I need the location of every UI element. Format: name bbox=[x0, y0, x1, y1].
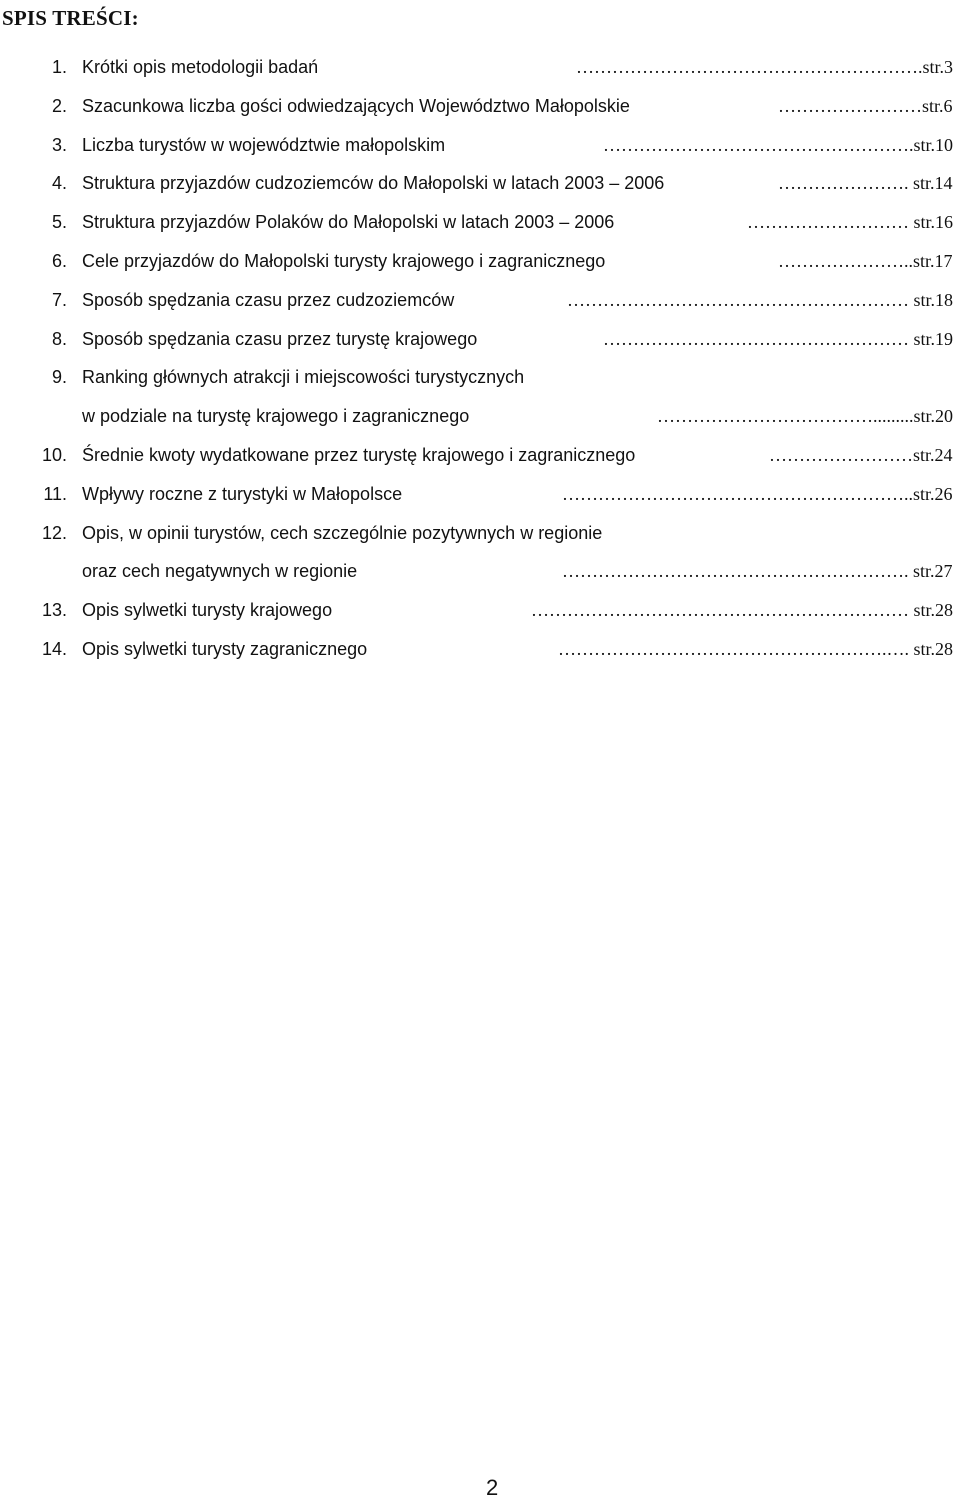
toc-entry-title: Struktura przyjazdów Polaków do Małopolski w latach 2003 – 2006 bbox=[82, 212, 615, 233]
toc-entry-page-ref: ……………………………………………………… str.28 bbox=[531, 600, 954, 621]
toc-entry bbox=[0, 479, 960, 509]
toc-entry-number: 8. bbox=[51, 328, 67, 349]
toc-entry bbox=[0, 595, 960, 625]
toc-entry-number: 10. bbox=[41, 445, 67, 465]
toc-heading: SPIS TREŚCI: bbox=[2, 6, 139, 30]
toc-entry bbox=[0, 130, 960, 160]
toc-entry-page-ref: …………………………………………… str.19 bbox=[603, 328, 954, 349]
toc-entry bbox=[0, 634, 960, 664]
toc-entry bbox=[0, 246, 960, 276]
toc-entry-title: Opis, w opinii turystów, cech szczególnie pozytywnych w regionie bbox=[82, 522, 603, 543]
toc-entry-page-ref: …………………..str.17 bbox=[778, 251, 953, 271]
toc-entry-page-ref: ……………………str.6 bbox=[778, 95, 953, 116]
toc-entry-number: 2. bbox=[51, 95, 67, 116]
toc-entry-page-ref: …………………………………………….str.10 bbox=[603, 134, 954, 155]
toc-entry-number: 7. bbox=[51, 289, 67, 310]
toc-entry bbox=[0, 207, 960, 237]
toc-entry-page-ref: ……………………………………………….…. str.28 bbox=[558, 639, 954, 659]
toc-entry-number: 1. bbox=[51, 57, 67, 77]
toc-entry-number: 6. bbox=[51, 251, 67, 271]
toc-entry-page-ref: ……………………………….........str.20 bbox=[657, 406, 954, 427]
toc-entry-title: Liczba turystów w województwie małopolskim bbox=[82, 134, 446, 155]
toc-entry-title: Sposób spędzania czasu przez cudzoziemców bbox=[82, 289, 455, 310]
toc-entry-page-ref: ……………………… str.16 bbox=[747, 212, 954, 233]
toc-entry-title: Wpływy roczne z turystyki w Małopolsce bbox=[82, 483, 403, 504]
toc-entry-title: Szacunkowa liczba gości odwiedzających Województwo Małopolskie bbox=[82, 95, 630, 116]
toc-entry-number: 12. bbox=[41, 522, 67, 543]
toc-entry-number: 3. bbox=[51, 134, 67, 155]
toc-entry bbox=[0, 52, 960, 82]
toc-entry-number: 11. bbox=[43, 483, 67, 504]
toc-entry-page-ref: …………………. str.14 bbox=[778, 173, 953, 194]
toc-entry-title: Opis sylwetki turysty krajowego bbox=[82, 600, 333, 621]
toc-entry-title: Średnie kwoty wydatkowane przez turystę krajowego i zagranicznego bbox=[82, 445, 636, 465]
toc-entry bbox=[0, 401, 960, 431]
toc-entry-title: Cele przyjazdów do Małopolski turysty krajowego i zagranicznego bbox=[82, 251, 606, 271]
toc-entry bbox=[0, 324, 960, 354]
toc-entry-title: Krótki opis metodologii badań bbox=[82, 57, 319, 77]
toc-entry-number: 13. bbox=[41, 600, 67, 621]
toc-entry bbox=[0, 440, 960, 470]
toc-entry-page-ref: ………………………………………………….str.3 bbox=[576, 57, 954, 77]
toc-entry-page-ref: …………………………………………………..str.26 bbox=[562, 483, 953, 504]
toc-entry-number: 5. bbox=[51, 212, 67, 233]
toc-entry bbox=[0, 362, 960, 392]
toc-entry-number: 14. bbox=[41, 639, 67, 659]
toc-entry bbox=[0, 556, 960, 586]
toc-entry bbox=[0, 285, 960, 315]
page-number: 2 bbox=[486, 1475, 499, 1500]
toc-entry-number: 4. bbox=[51, 173, 67, 194]
toc-entry-title: w podziale na turystę krajowego i zagranicznego bbox=[82, 406, 470, 427]
toc-entry-number: 9. bbox=[51, 367, 67, 388]
toc-entry bbox=[0, 518, 960, 548]
toc-entry-page-ref: ……………………str.24 bbox=[769, 445, 953, 465]
toc-entry bbox=[0, 91, 960, 121]
toc-entry-title: Opis sylwetki turysty zagranicznego bbox=[82, 639, 368, 659]
toc-entry-page-ref: …………………………………………………. str.27 bbox=[562, 561, 953, 582]
toc-entry-title: Struktura przyjazdów cudzoziemców do Małopolski w latach 2003 – 2006 bbox=[82, 173, 665, 194]
toc-entry bbox=[0, 168, 960, 198]
toc-entry-title: Sposób spędzania czasu przez turystę krajowego bbox=[82, 328, 478, 349]
toc-entry-title: oraz cech negatywnych w regionie bbox=[82, 561, 358, 582]
toc-entry-page-ref: ………………………………………………… str.18 bbox=[567, 289, 954, 310]
toc-entry-title: Ranking głównych atrakcji i miejscowości turystycznych bbox=[82, 367, 525, 388]
